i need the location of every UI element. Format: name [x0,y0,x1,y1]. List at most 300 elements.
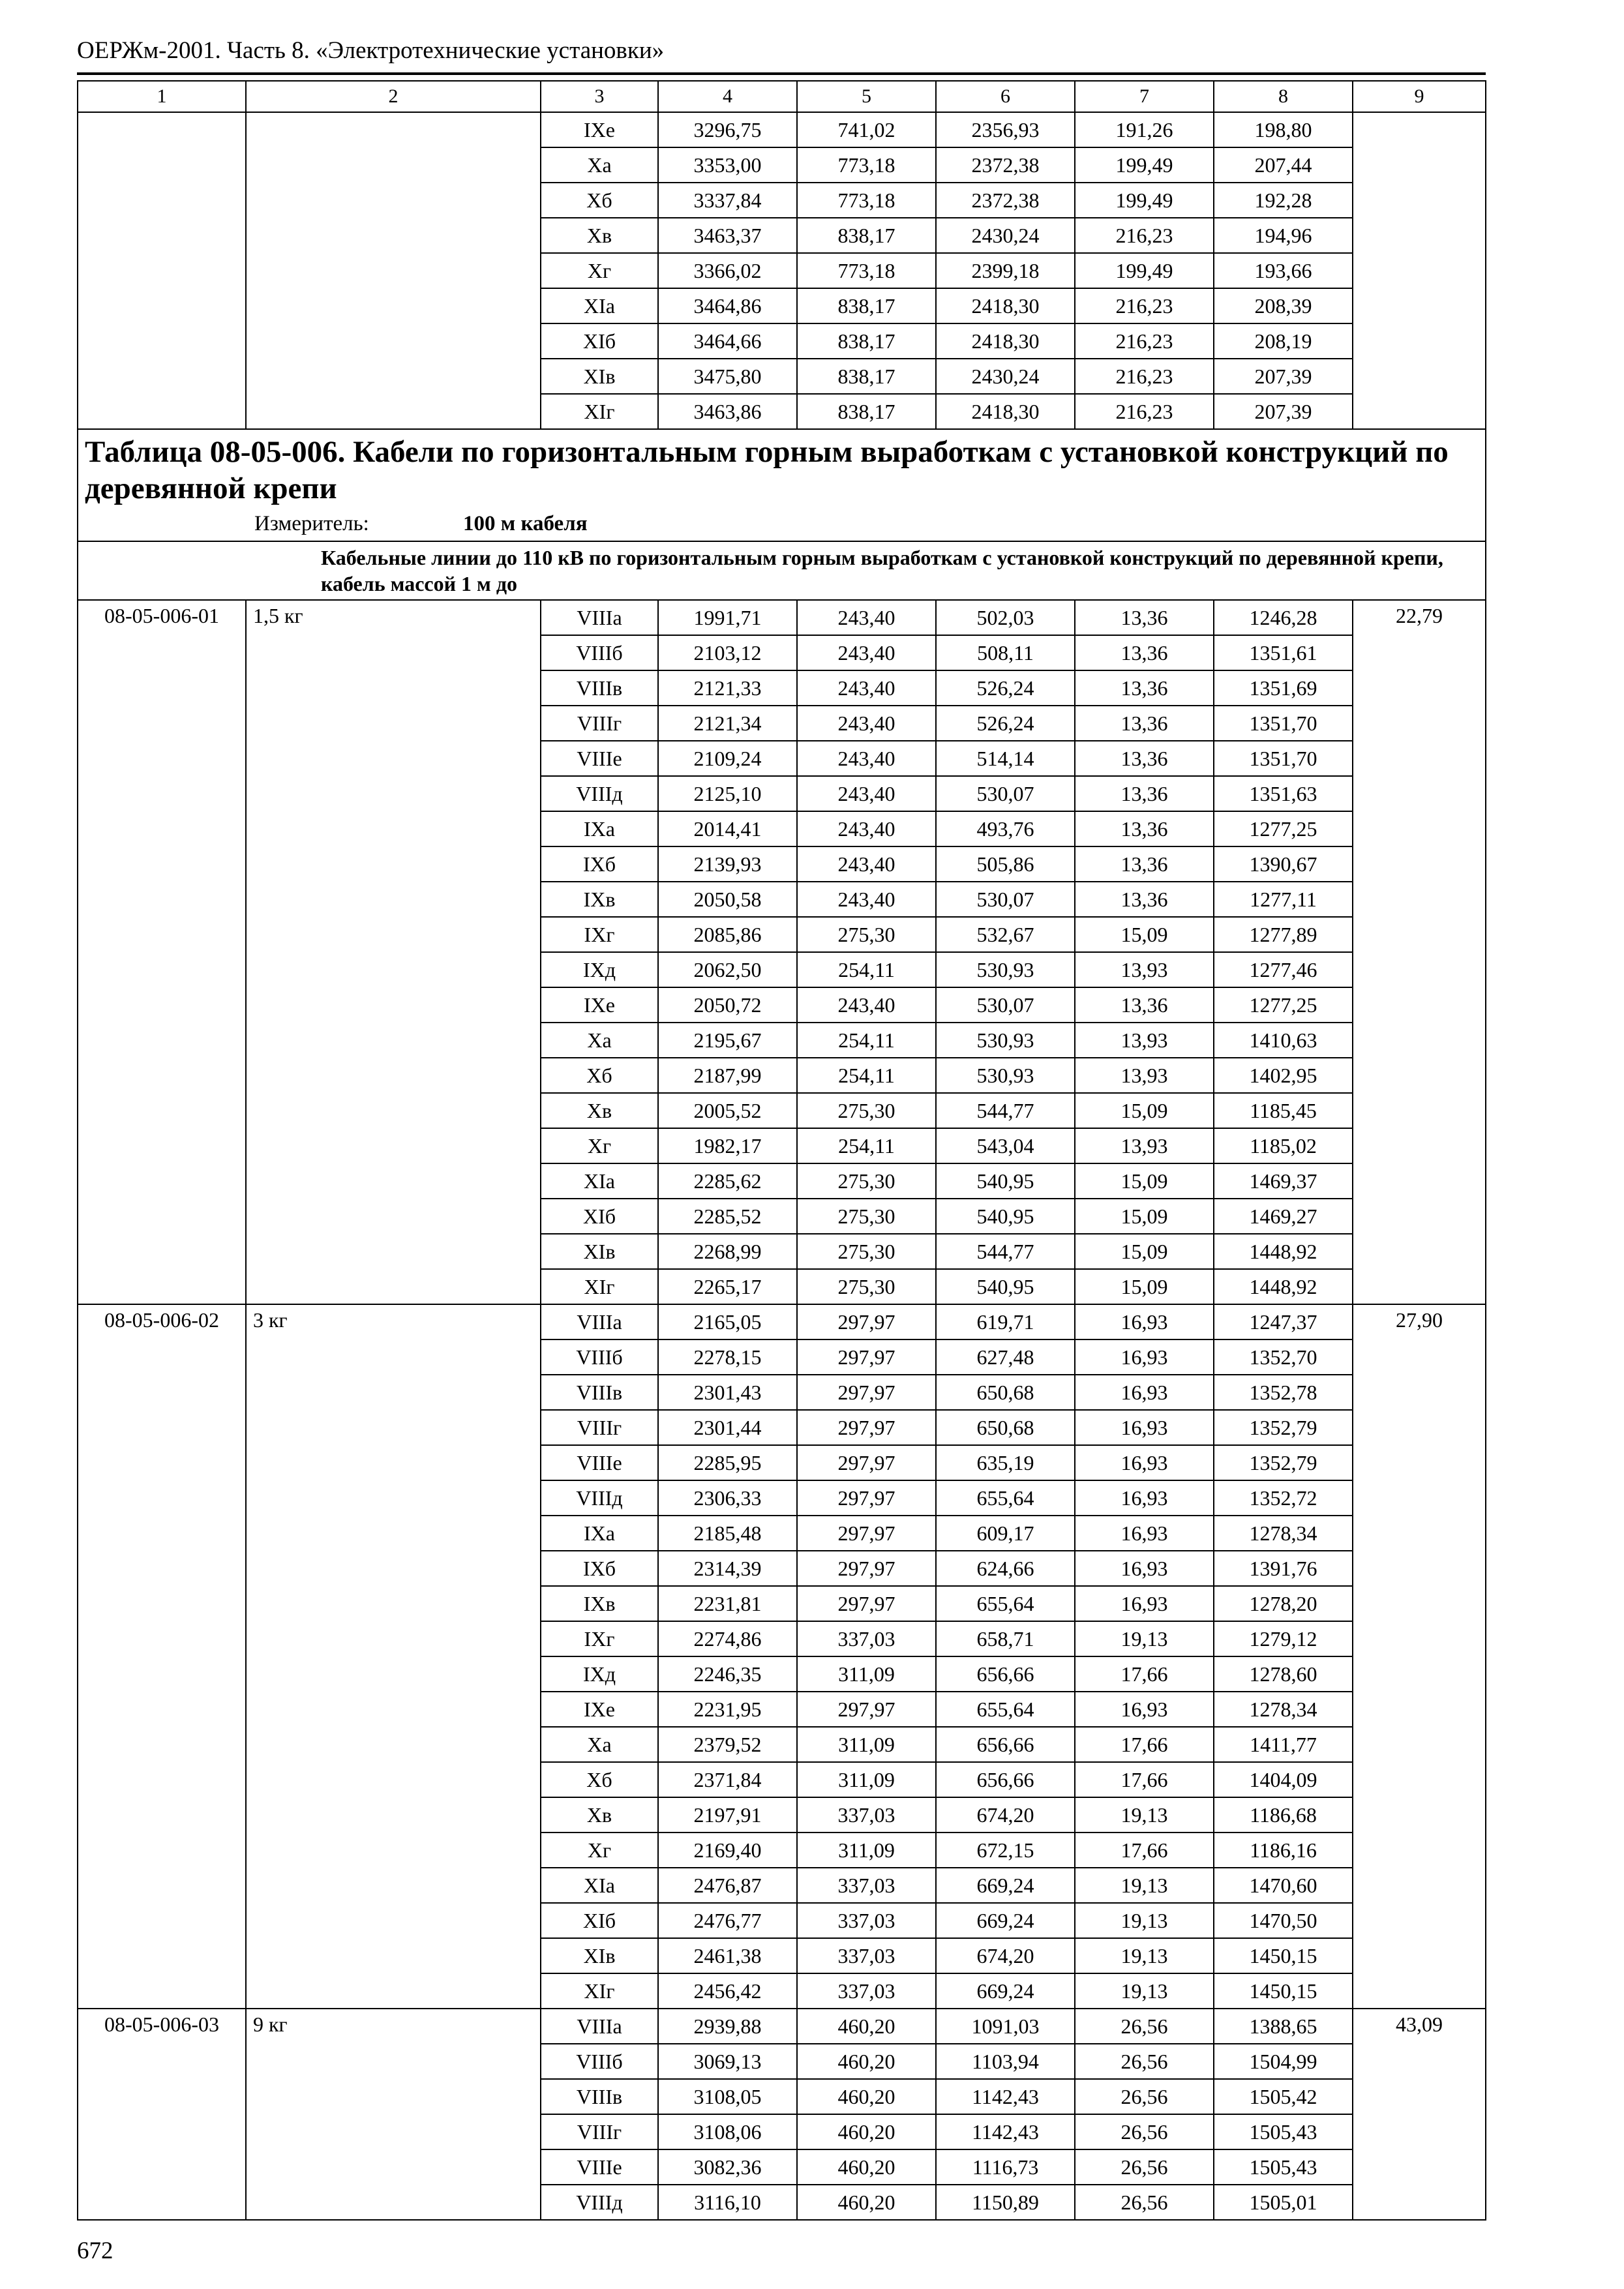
cable-mass: 1,5 кг [246,600,541,1304]
zone-cell: IXд [541,1656,658,1692]
value-cell: 2005,52 [658,1093,797,1128]
value-cell: 3366,02 [658,253,797,288]
value-cell: 243,40 [797,741,936,776]
value-cell: 26,56 [1075,2114,1214,2149]
value-cell: 337,03 [797,1903,936,1938]
value-cell: 1278,34 [1214,1516,1353,1551]
value-cell: 530,07 [936,987,1075,1023]
value-cell: 16,93 [1075,1551,1214,1586]
zone-cell: XIб [541,1903,658,1938]
value-cell: 1450,15 [1214,1973,1353,2009]
zone-cell: XIг [541,394,658,429]
value-cell: 2430,24 [936,218,1075,253]
zone-cell: XIг [541,1973,658,2009]
price-table [77,80,1486,2221]
value-cell: 243,40 [797,600,936,635]
value-cell: 502,03 [936,600,1075,635]
value-cell: 216,23 [1075,288,1214,323]
value-cell: 3353,00 [658,147,797,183]
value-cell: 530,07 [936,882,1075,917]
rate-code: 08-05-006-03 [78,2009,246,2220]
zone-cell: VIIIа [541,2009,658,2044]
value-cell: 311,09 [797,1727,936,1762]
value-cell: 1470,60 [1214,1868,1353,1903]
zone-cell: Xг [541,1833,658,1868]
value-cell: 16,93 [1075,1445,1214,1480]
value-cell: 26,56 [1075,2185,1214,2220]
column-number: 6 [936,81,1075,112]
value-cell: 1091,03 [936,2009,1075,2044]
zone-cell: Xб [541,183,658,218]
value-cell: 1150,89 [936,2185,1075,2220]
value-cell: 2285,62 [658,1163,797,1199]
value-cell: 1991,71 [658,600,797,635]
value-cell: 674,20 [936,1797,1075,1833]
value-cell: 275,30 [797,1234,936,1269]
rate-code: 08-05-006-02 [78,1304,246,2009]
value-cell: 1277,25 [1214,987,1353,1023]
value-cell: 13,36 [1075,706,1214,741]
value-cell: 16,93 [1075,1410,1214,1445]
value-cell: 2356,93 [936,112,1075,147]
value-cell: 2062,50 [658,952,797,987]
value-cell: 1505,01 [1214,2185,1353,2220]
rate-code: 08-05-006-01 [78,600,246,1304]
value-cell: 505,86 [936,846,1075,882]
value-cell: 216,23 [1075,359,1214,394]
value-cell: 532,67 [936,917,1075,952]
value-cell: 1186,16 [1214,1833,1353,1868]
column-number: 3 [541,81,658,112]
value-cell: 275,30 [797,917,936,952]
zone-cell: VIIIа [541,1304,658,1339]
value-cell: 544,77 [936,1093,1075,1128]
zone-cell: VIIIб [541,635,658,670]
value-cell: 460,20 [797,2009,936,2044]
value-cell: 656,66 [936,1656,1075,1692]
value-cell: 243,40 [797,706,936,741]
value-cell: 672,15 [936,1833,1075,1868]
value-cell: 1351,69 [1214,670,1353,706]
value-cell: 1448,92 [1214,1234,1353,1269]
value-cell: 2139,93 [658,846,797,882]
value-cell: 2121,33 [658,670,797,706]
cable-mass: 9 кг [246,2009,541,2220]
value-cell: 2014,41 [658,811,797,846]
value-cell: 1402,95 [1214,1058,1353,1093]
value-cell: 1982,17 [658,1128,797,1163]
value-cell: 3069,13 [658,2044,797,2079]
value-cell: 773,18 [797,183,936,218]
column-number: 7 [1075,81,1214,112]
value-cell: 1186,68 [1214,1797,1353,1833]
value-cell: 297,97 [797,1551,936,1586]
value-cell: 19,13 [1075,1938,1214,1973]
value-cell: 1505,43 [1214,2149,1353,2185]
value-cell: 2185,48 [658,1516,797,1551]
value-cell: 15,09 [1075,1269,1214,1304]
value-cell: 2103,12 [658,635,797,670]
value-cell: 337,03 [797,1621,936,1656]
value-cell: 2285,52 [658,1199,797,1234]
value-cell: 337,03 [797,1938,936,1973]
zone-cell: IXе [541,987,658,1023]
value-cell: 2169,40 [658,1833,797,1868]
value-cell: 26,56 [1075,2149,1214,2185]
value-cell: 1352,72 [1214,1480,1353,1516]
section-heading-row [78,541,1486,600]
zone-cell: IXв [541,882,658,917]
zone-cell: XIв [541,1938,658,1973]
value-cell: 1470,50 [1214,1903,1353,1938]
value-cell: 275,30 [797,1269,936,1304]
value-cell: 275,30 [797,1199,936,1234]
value-cell: 16,93 [1075,1339,1214,1375]
zone-cell: IXа [541,811,658,846]
value-cell: 530,07 [936,776,1075,811]
column-number: 8 [1214,81,1353,112]
value-cell: 1411,77 [1214,1727,1353,1762]
value-cell: 297,97 [797,1375,936,1410]
value-cell: 2285,95 [658,1445,797,1480]
value-cell: 17,66 [1075,1656,1214,1692]
value-cell: 1505,42 [1214,2079,1353,2114]
value-cell: 609,17 [936,1516,1075,1551]
value-cell: 1247,37 [1214,1304,1353,1339]
value-cell: 19,13 [1075,1621,1214,1656]
value-cell: 1390,67 [1214,846,1353,882]
value-cell: 838,17 [797,323,936,359]
value-cell: 3296,75 [658,112,797,147]
value-cell: 2371,84 [658,1762,797,1797]
value-cell: 199,49 [1075,253,1214,288]
column-number: 1 [78,81,246,112]
value-cell: 207,39 [1214,394,1353,429]
value-cell: 460,20 [797,2185,936,2220]
value-cell: 17,66 [1075,1833,1214,1868]
value-cell: 19,13 [1075,1973,1214,2009]
code-cell-empty [78,112,246,429]
zone-cell: XIв [541,359,658,394]
column-9-value: 22,79 [1353,600,1486,1304]
value-cell: 1391,76 [1214,1551,1353,1586]
value-cell: 2121,34 [658,706,797,741]
value-cell: 13,36 [1075,811,1214,846]
value-cell: 2109,24 [658,741,797,776]
value-cell: 1469,27 [1214,1199,1353,1234]
zone-cell: VIIIг [541,2114,658,2149]
value-cell: 297,97 [797,1304,936,1339]
column-number: 9 [1353,81,1486,112]
value-cell: 619,71 [936,1304,1075,1339]
value-cell: 16,93 [1075,1516,1214,1551]
value-cell: 254,11 [797,1058,936,1093]
zone-cell: XIа [541,288,658,323]
value-cell: 2430,24 [936,359,1075,394]
value-cell: 1351,70 [1214,706,1353,741]
zone-cell: XIб [541,1199,658,1234]
value-cell: 337,03 [797,1973,936,2009]
table-title-cell [78,429,1486,541]
value-cell: 16,93 [1075,1692,1214,1727]
value-cell: 1469,37 [1214,1163,1353,1199]
value-cell: 655,64 [936,1586,1075,1621]
value-cell: 2456,42 [658,1973,797,2009]
value-cell: 1142,43 [936,2114,1075,2149]
value-cell: 13,93 [1075,1023,1214,1058]
meter-label: Измеритель: [254,512,369,535]
value-cell: 243,40 [797,670,936,706]
value-cell: 1351,63 [1214,776,1353,811]
value-cell: 15,09 [1075,917,1214,952]
section-heading: Кабельные линии до 110 кВ по горизонтальным горным выработкам с установкой конструкций по деревянной крепи, кабель массой 1 м до [78,541,1486,600]
zone-cell: Xа [541,147,658,183]
value-cell: 838,17 [797,218,936,253]
value-cell: 1352,79 [1214,1445,1353,1480]
value-cell: 540,95 [936,1163,1075,1199]
zone-cell: VIIIд [541,2185,658,2220]
value-cell: 3464,66 [658,323,797,359]
zone-cell: XIа [541,1163,658,1199]
value-cell: 207,39 [1214,359,1353,394]
value-cell: 2125,10 [658,776,797,811]
value-cell: 3337,84 [658,183,797,218]
value-cell: 514,14 [936,741,1075,776]
value-cell: 194,96 [1214,218,1353,253]
value-cell: 243,40 [797,776,936,811]
zone-cell: VIIIб [541,1339,658,1375]
value-cell: 540,95 [936,1269,1075,1304]
value-cell: 1504,99 [1214,2044,1353,2079]
zone-cell: IXг [541,917,658,952]
value-cell: 2050,58 [658,882,797,917]
zone-cell: VIIIв [541,670,658,706]
value-cell: 1142,43 [936,2079,1075,2114]
value-cell: 208,39 [1214,288,1353,323]
value-cell: 635,19 [936,1445,1075,1480]
value-cell: 13,36 [1075,741,1214,776]
value-cell: 2301,44 [658,1410,797,1445]
value-cell: 13,93 [1075,1128,1214,1163]
value-cell: 773,18 [797,147,936,183]
value-cell: 13,93 [1075,1058,1214,1093]
table-title: Таблица 08-05-006. Кабели по горизонтальным горным выработкам с установкой конструкций по деревянной крепи [85,435,1449,505]
value-cell: 19,13 [1075,1903,1214,1938]
page-header: ОЕРЖм-2001. Часть 8. «Электротехнические установки» [77,37,665,64]
zone-cell: VIIIв [541,2079,658,2114]
zone-cell: IXб [541,1551,658,1586]
value-cell: 17,66 [1075,1727,1214,1762]
value-cell: 2165,05 [658,1304,797,1339]
value-cell: 669,24 [936,1868,1075,1903]
zone-cell: VIIIе [541,2149,658,2185]
zone-cell: IXе [541,112,658,147]
value-cell: 1279,12 [1214,1621,1353,1656]
column-number: 5 [797,81,936,112]
value-cell: 297,97 [797,1410,936,1445]
value-cell: 838,17 [797,288,936,323]
zone-cell: VIIIд [541,1480,658,1516]
value-cell: 243,40 [797,811,936,846]
table-title-row [78,429,1486,541]
value-cell: 540,95 [936,1199,1075,1234]
zone-cell: Xг [541,1128,658,1163]
value-cell: 297,97 [797,1480,936,1516]
value-cell: 15,09 [1075,1234,1214,1269]
value-cell: 838,17 [797,394,936,429]
value-cell: 15,09 [1075,1199,1214,1234]
value-cell: 773,18 [797,253,936,288]
value-cell: 191,26 [1075,112,1214,147]
value-cell: 1351,61 [1214,635,1353,670]
table-row [78,112,1486,147]
meter-line [85,511,1479,537]
zone-cell: IXа [541,1516,658,1551]
value-cell: 199,49 [1075,183,1214,218]
column-9-value: 43,09 [1353,2009,1486,2220]
value-cell: 254,11 [797,1128,936,1163]
value-cell: 19,13 [1075,1868,1214,1903]
value-cell: 2379,52 [658,1727,797,1762]
value-cell: 650,68 [936,1410,1075,1445]
value-cell: 493,76 [936,811,1075,846]
value-cell: 1352,78 [1214,1375,1353,1410]
value-cell: 243,40 [797,882,936,917]
param-cell-empty [246,112,541,429]
value-cell: 193,66 [1214,253,1353,288]
value-cell: 16,93 [1075,1375,1214,1410]
value-cell: 207,44 [1214,147,1353,183]
value-cell: 19,13 [1075,1797,1214,1833]
value-cell: 2476,87 [658,1868,797,1903]
value-cell: 460,20 [797,2114,936,2149]
value-cell: 254,11 [797,952,936,987]
value-cell: 199,49 [1075,147,1214,183]
value-cell: 1277,46 [1214,952,1353,987]
zone-cell: Xа [541,1727,658,1762]
value-cell: 216,23 [1075,323,1214,359]
value-cell: 3108,06 [658,2114,797,2149]
value-cell: 13,36 [1075,846,1214,882]
value-cell: 2418,30 [936,288,1075,323]
value-cell: 1185,45 [1214,1093,1353,1128]
zone-cell: VIIIв [541,1375,658,1410]
value-cell: 216,23 [1075,218,1214,253]
zone-cell: VIIIг [541,706,658,741]
zone-cell: VIIIб [541,2044,658,2079]
value-cell: 2265,17 [658,1269,797,1304]
value-cell: 543,04 [936,1128,1075,1163]
value-cell: 674,20 [936,1938,1075,1973]
value-cell: 2476,77 [658,1903,797,1938]
value-cell: 208,19 [1214,323,1353,359]
value-cell: 311,09 [797,1762,936,1797]
value-cell: 3475,80 [658,359,797,394]
page-number: 672 [77,2237,113,2264]
value-cell: 544,77 [936,1234,1075,1269]
value-cell: 2231,81 [658,1586,797,1621]
value-cell: 1351,70 [1214,741,1353,776]
value-cell: 2418,30 [936,394,1075,429]
value-cell: 16,93 [1075,1304,1214,1339]
value-cell: 526,24 [936,670,1075,706]
value-cell: 2306,33 [658,1480,797,1516]
value-cell: 624,66 [936,1551,1075,1586]
value-cell: 2939,88 [658,2009,797,2044]
value-cell: 656,66 [936,1727,1075,1762]
value-cell: 3463,86 [658,394,797,429]
value-cell: 16,93 [1075,1586,1214,1621]
zone-cell: XIб [541,323,658,359]
zone-cell: Xв [541,218,658,253]
value-cell: 2197,91 [658,1797,797,1833]
value-cell: 13,93 [1075,952,1214,987]
value-cell: 2461,38 [658,1938,797,1973]
value-cell: 311,09 [797,1656,936,1692]
value-cell: 2246,35 [658,1656,797,1692]
zone-cell: Xв [541,1093,658,1128]
column-number-row [78,81,1486,112]
value-cell: 2399,18 [936,253,1075,288]
value-cell: 337,03 [797,1797,936,1833]
zone-cell: IXв [541,1586,658,1621]
value-cell: 1352,70 [1214,1339,1353,1375]
value-cell: 656,66 [936,1762,1075,1797]
value-cell: 297,97 [797,1516,936,1551]
value-cell: 243,40 [797,846,936,882]
value-cell: 2301,43 [658,1375,797,1410]
column-number: 2 [246,81,541,112]
value-cell: 530,93 [936,1023,1075,1058]
column-number: 4 [658,81,797,112]
value-cell: 2372,38 [936,147,1075,183]
zone-cell: VIIIе [541,741,658,776]
value-cell: 1388,65 [1214,2009,1353,2044]
value-cell: 192,28 [1214,183,1353,218]
value-cell: 460,20 [797,2149,936,2185]
value-cell: 655,64 [936,1480,1075,1516]
value-cell: 1505,43 [1214,2114,1353,2149]
value-cell: 26,56 [1075,2044,1214,2079]
value-cell: 1277,25 [1214,811,1353,846]
value-cell: 3463,37 [658,218,797,253]
zone-cell: VIIIе [541,1445,658,1480]
value-cell: 26,56 [1075,2079,1214,2114]
value-cell: 650,68 [936,1375,1075,1410]
value-cell: 297,97 [797,1339,936,1375]
extra-cell-empty [1353,112,1486,429]
value-cell: 1352,79 [1214,1410,1353,1445]
value-cell: 1278,20 [1214,1586,1353,1621]
value-cell: 275,30 [797,1163,936,1199]
value-cell: 2314,39 [658,1551,797,1586]
value-cell: 1116,73 [936,2149,1075,2185]
value-cell: 655,64 [936,1692,1075,1727]
zone-cell: VIIIд [541,776,658,811]
value-cell: 297,97 [797,1445,936,1480]
value-cell: 2195,67 [658,1023,797,1058]
value-cell: 15,09 [1075,1093,1214,1128]
value-cell: 508,11 [936,635,1075,670]
value-cell: 1185,02 [1214,1128,1353,1163]
value-cell: 526,24 [936,706,1075,741]
table-row [78,1304,1486,1339]
value-cell: 658,71 [936,1621,1075,1656]
value-cell: 13,36 [1075,635,1214,670]
value-cell: 275,30 [797,1093,936,1128]
value-cell: 26,56 [1075,2009,1214,2044]
zone-cell: Xг [541,253,658,288]
